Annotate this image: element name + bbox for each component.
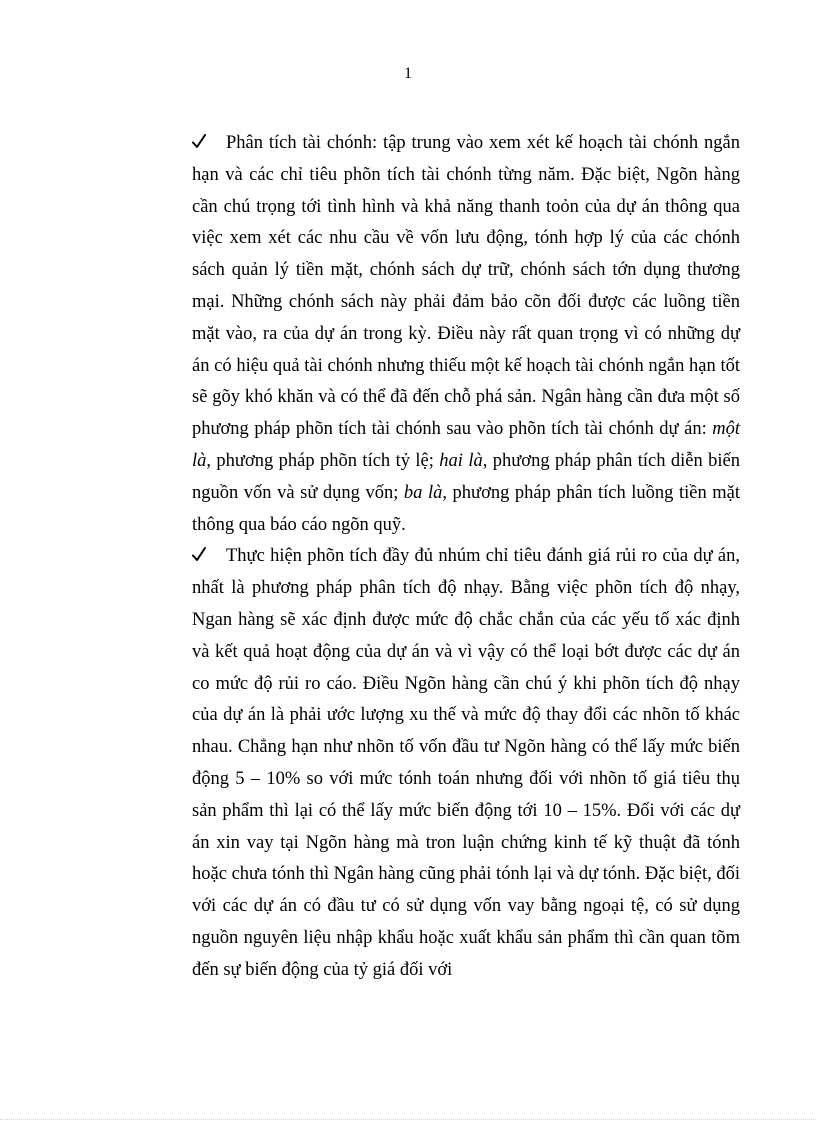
- paragraph-text: Thực hiện phõn tích đầy đủ nhúm chỉ tiêu đánh giá rủi ro của dự án, nhất là phương pháp phân tích độ nhạy. Bằng việc phõn tích độ nhạy, Ngan hàng sẽ xác định được mức độ chắc chắn của các yếu tố xác định và kết quả hoạt động của dự án và vì vậy có thể loại bớt được các dự án co mức độ rủi ro cáo. Điều Ngõn hàng cần chú ý khi phõn tích độ nhạy của dự án là phải ước lượng xu thế và mức độ thay đổi các nhõn tố khác nhau. Chẳng hạn như nhõn tố vốn đầu tư Ngõn hàng có thể lấy mức biến động 5 – 10% so với mức tónh toán nhưng đối với nhõn tố giá tiêu thụ sản phẩm thì lại có thể lấy mức biến động tới 10 – 15%. Đối với các dự án xin vay tại Ngõn hàng mà tron luận chứng kinh tế kỹ thuật đã tónh hoặc chưa tónh thì Ngân hàng cũng phải tónh lại và dự tónh. Đặc biệt, đối với các dự án có đầu tư có sử dụng vốn vay bằng ngoại tệ, có sử dụng nguồn nguyên liệu nhập khẩu hoặc xuất khẩu sản phẩm thì cần quan tõm đến sự biến động của tỷ giá đối với: [192, 546, 740, 980]
- page-bottom-divider: [0, 1119, 816, 1120]
- paragraph-text: , phương pháp phõn tích tỷ lệ;: [206, 450, 440, 471]
- bullet-paragraph-sensitivity-analysis: [192, 541, 740, 986]
- page-number: 1: [404, 65, 412, 82]
- check-icon: [192, 128, 214, 159]
- check-icon: [192, 541, 214, 572]
- bullet-paragraph-financial-analysis: [192, 128, 740, 541]
- paragraph-text: Phân tích tài chónh: tập trung vào xem xét kế hoạch tài chónh ngắn hạn và các chỉ tiêu phõn tích tài chónh từng năm. Đặc biệt, Ngõn hàng cần chú trọng tới tình hình và khả năng thanh toỏn của dự án thông qua việc xem xét các nhu cầu về vốn lưu động, tónh hợp lý của các chónh sách quản lý tiền mặt, chónh sách dự trữ, chónh sách tớn dụng thương mại. Những chónh sách này phải đảm bảo cõn đối được các luồng tiền mặt vào, ra của dự án trong kỳ. Điều này rất quan trọng vì có những dự án có hiệu quả tài chónh nhưng thiếu một kế hoạch tài chónh ngắn hạn tốt sẽ gõy khó khăn và có thể đã đến chỗ phá sản. Ngân hàng cần đưa một số phương pháp phõn tích tài chónh sau vào phõn tích tài chónh dự án:: [192, 133, 740, 440]
- paragraph-text: , phương pháp phân tích diễn biến nguồn vốn và sử dụng vốn;: [192, 450, 740, 503]
- paragraph-text: , phương pháp phân tích luồng tiền mặt thông qua báo cáo ngõn quỹ.: [192, 482, 740, 535]
- italic-term-three: ba là: [403, 482, 443, 503]
- document-body: [192, 128, 740, 987]
- italic-term-two: hai là: [439, 450, 483, 471]
- italic-term-one: một là: [192, 419, 740, 471]
